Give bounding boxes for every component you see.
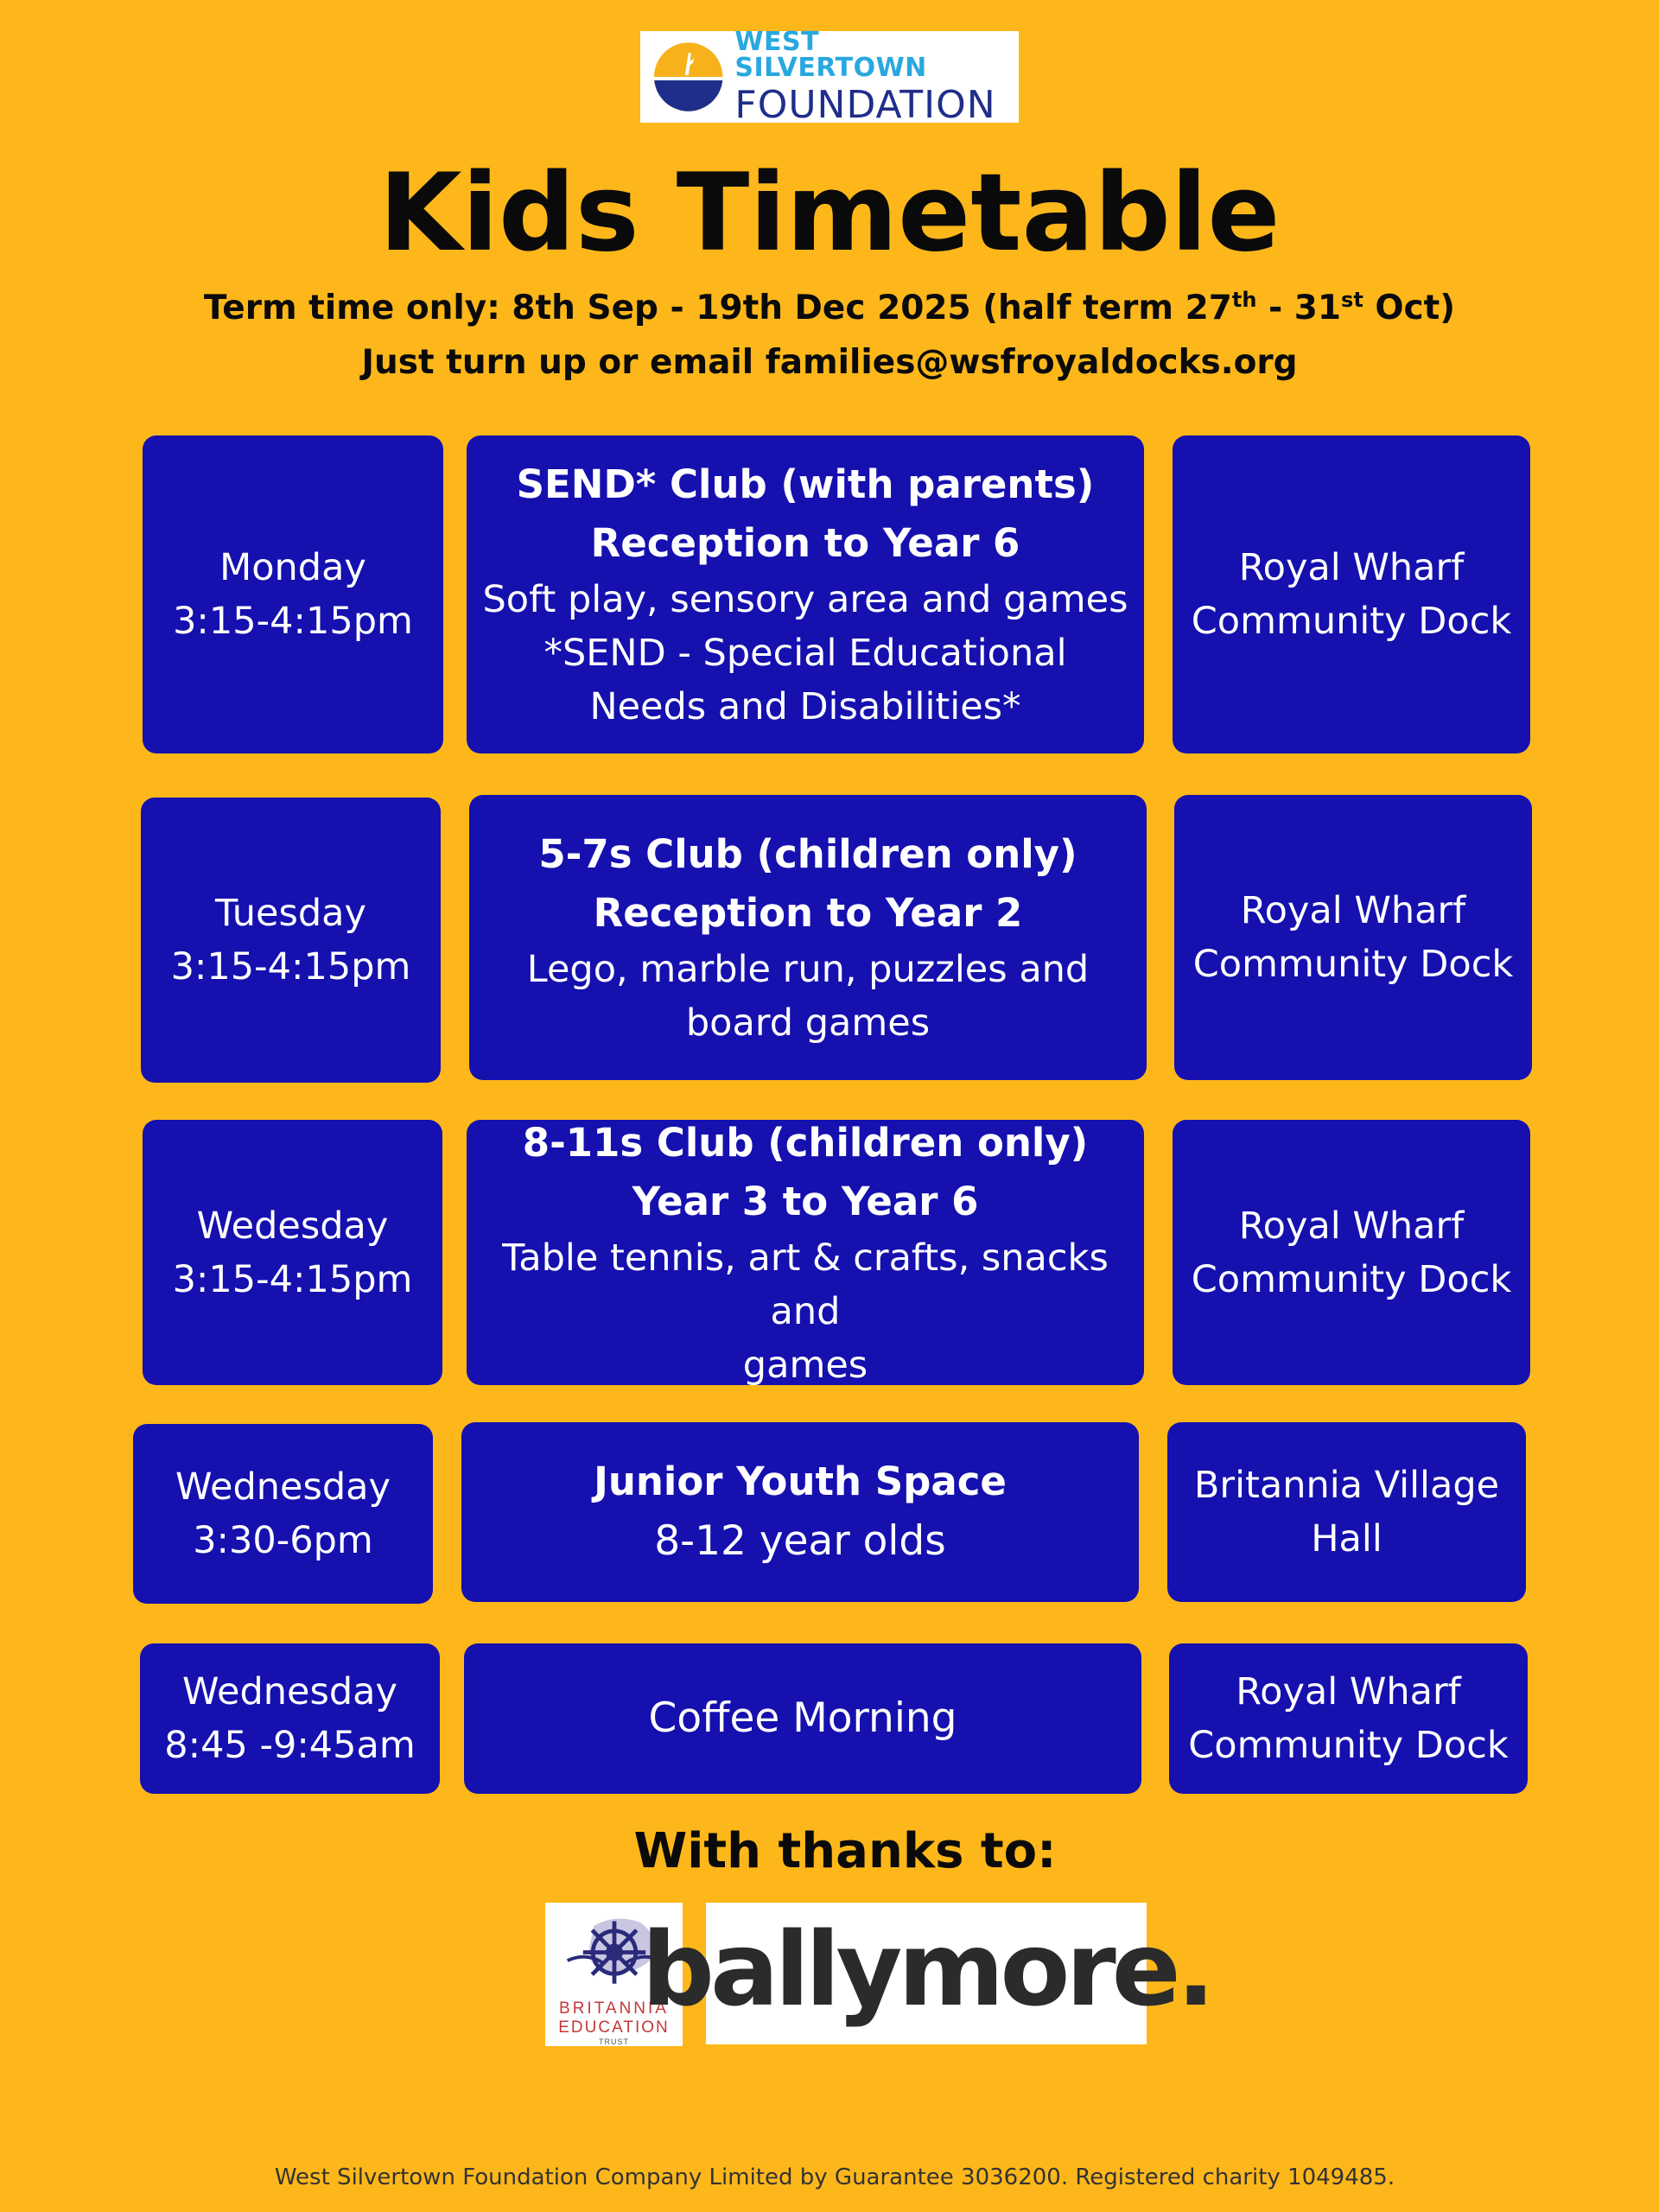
session-subtitle: Reception to Year 6 [590,520,1020,566]
session-desc: board games [685,1001,931,1045]
session-location: Britannia Village [1193,1464,1500,1507]
west-silvertown-logo [640,27,1019,127]
session-location: Community Dock [1188,1724,1509,1767]
session-desc: Table tennis, art & crafts, snacks and [502,1236,1109,1333]
session-desc: *SEND - Special Educational [543,632,1067,675]
session-desc: Needs and Disabilities* [589,685,1021,728]
britannia-text-line1: BRITANNIA [559,1999,669,2018]
ballymore-logo [641,1903,1211,2044]
session-day-box [140,1643,440,1794]
session-activity-box [467,435,1144,753]
session-day: Tuesday [215,892,366,935]
session-activity-box [469,795,1147,1080]
session-location-box [1167,1422,1526,1602]
session-location-box [1169,1643,1528,1794]
session-location-box [1173,1120,1530,1385]
session-day-box [143,435,443,753]
session-location: Hall [1311,1517,1382,1560]
session-day: Wednesday [182,1670,397,1713]
logo-title-line2: FOUNDATION [734,83,996,127]
session-location: Royal Wharf [1240,889,1466,932]
session-title: Junior Youth Space [594,1459,1007,1504]
session-day: Monday [219,546,366,589]
session-time: 3:15-4:15pm [172,1257,413,1301]
ballymore-wordmark: ballymore. [641,1910,1211,2029]
session-title: SEND* Club (with parents) [516,461,1095,507]
session-desc: Soft play, sensory area and games [482,578,1128,621]
session-location-box [1173,435,1530,753]
session-location: Royal Wharf [1238,546,1465,589]
session-title: 5-7s Club (children only) [538,831,1077,877]
session-day: Wednesday [175,1465,391,1509]
page-title: Kids Timetable [378,151,1281,276]
session-desc: games [742,1343,868,1387]
footer-legal: West Silvertown Foundation Company Limited by Guarantee 3036200. Registered charity 1049485. [274,2164,1395,2190]
foundation-emblem-icon [652,41,724,113]
session-subtitle: Year 3 to Year 6 [632,1178,979,1224]
session-time: 8:45 -9:45am [164,1724,416,1767]
term-dates: Term time only: 8th Sep - 19th Dec 2025 (half term 27th - 31st Oct) [203,288,1456,327]
session-location: Community Dock [1191,1257,1512,1301]
session-time: 3:15-4:15pm [173,600,413,643]
britannia-text-line2: EDUCATION [558,2018,670,2037]
session-time: 3:15-4:15pm [170,945,411,988]
britannia-text-line3: TRUST [599,2037,629,2046]
session-location: Community Dock [1192,943,1514,986]
session-day-box [141,798,441,1083]
thanks-heading: With thanks to: [633,1823,1057,1879]
session-day-box [133,1424,433,1604]
session-day: Wedesday [196,1204,389,1248]
logo-title-line1: WEST SILVERTOWN [734,27,927,83]
session-title: 8-11s Club (children only) [522,1119,1089,1166]
session-day-box [143,1120,442,1385]
session-desc: Lego, marble run, puzzles and [526,948,1090,991]
session-location: Royal Wharf [1236,1670,1461,1713]
session-activity-box [467,1120,1144,1385]
session-activity-box [464,1643,1141,1794]
session-location-box [1174,795,1532,1080]
contact-line: Just turn up or email families@wsfroyaldocks.org [361,343,1298,382]
session-location: Royal Wharf [1238,1204,1465,1248]
session-time: 3:30-6pm [193,1519,373,1562]
session-location: Community Dock [1191,600,1512,643]
session-activity-box [461,1422,1139,1602]
session-subtitle: Reception to Year 2 [593,890,1023,936]
session-subtitle: 8-12 year olds [654,1517,946,1565]
session-title: Coffee Morning [648,1694,957,1742]
